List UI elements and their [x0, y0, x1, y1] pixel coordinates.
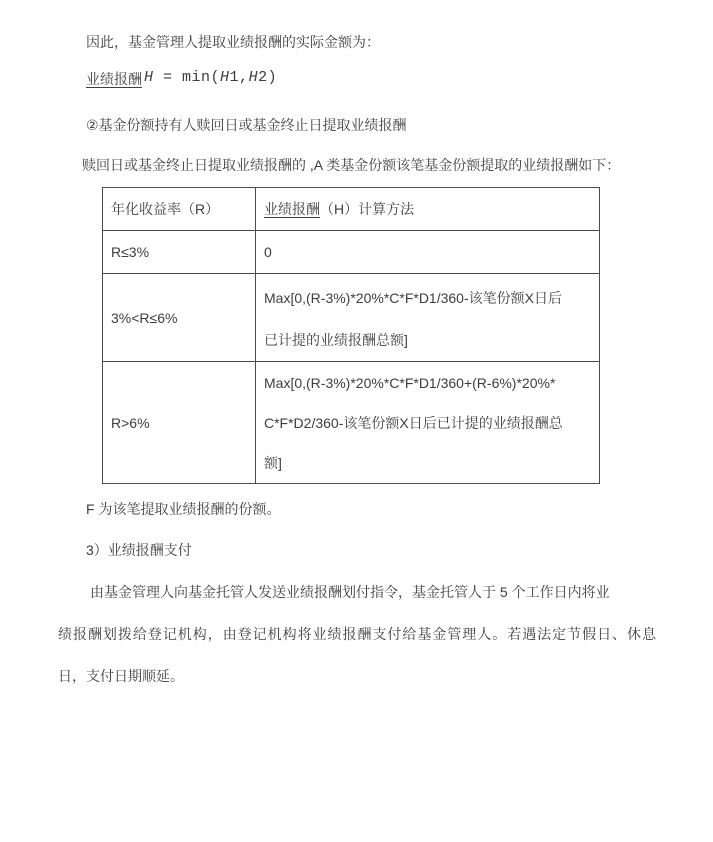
method-cell	[256, 231, 600, 274]
method-cell	[256, 274, 600, 362]
formula-var-h1: H	[220, 69, 230, 86]
header-annualized-return-label: 年化收益率（R）	[111, 201, 220, 217]
paragraph-actual-amount-intro: 因此，基金管理人提取业绩报酬的实际金额为：	[86, 34, 380, 50]
condition-text: R≤3%	[111, 244, 150, 260]
table-header-row	[103, 188, 600, 231]
table-row-r-le-3pct	[103, 231, 600, 274]
formula-label: 业绩报酬	[86, 71, 142, 87]
method-line: Max[0,(R-3%)*20%*C*F*D1/360-该笔份额X日后	[264, 290, 562, 306]
method-line: 0	[264, 244, 272, 260]
note-f-definition: F 为该笔提取业绩报酬的份额。	[86, 501, 281, 517]
performance-fee-table	[102, 187, 600, 484]
document-page	[0, 32, 713, 842]
payment-paragraph-line: 由基金管理人向基金托管人发送业绩报酬划付指令，基金托管人于 5 个工作日内将业	[90, 584, 610, 600]
condition-text: R>6%	[111, 414, 150, 431]
method-line: C*F*D2/360-该笔份额X日后已计提的业绩报酬总	[264, 414, 563, 431]
section-heading-fee-payment: 3）业绩报酬支付	[86, 542, 192, 558]
formula-text-2: 2)	[258, 69, 278, 86]
method-line: Max[0,(R-3%)*20%*C*F*D1/360+(R-6%)*20%*	[264, 374, 556, 391]
payment-paragraph	[58, 571, 656, 697]
table-row-r-gt-6pct	[103, 362, 600, 484]
header-fee-label-rest: （H）计算方法	[320, 201, 415, 217]
formula-expression	[144, 69, 277, 86]
method-line: 额]	[264, 454, 282, 471]
table-row-3pct-to-6pct	[103, 274, 600, 362]
payment-paragraph-line: 日，支付日期顺延。	[58, 668, 184, 684]
formula-var-h: H	[144, 69, 154, 86]
formula-operator-min: = min(	[153, 69, 221, 86]
section-heading-redemption-extraction: ②基金份额持有人赎回日或基金终止日提取业绩报酬	[86, 117, 407, 133]
header-cell-annualized-return	[103, 188, 256, 231]
header-cell-fee-method	[256, 188, 600, 231]
method-cell	[256, 362, 600, 484]
table-intro-paragraph: 赎回日或基金终止日提取业绩报酬的 ,A 类基金份额该笔基金份额提取的业绩报酬如下：	[82, 157, 621, 173]
payment-paragraph-line: 绩报酬划拨给登记机构，由登记机构将业绩报酬支付给基金管理人。若遇法定节假日、休息	[58, 626, 656, 642]
condition-cell	[103, 362, 256, 484]
formula-text-1: 1,	[229, 69, 249, 86]
condition-cell	[103, 274, 256, 362]
condition-text: 3%<R≤6%	[111, 309, 178, 326]
formula-line	[58, 68, 656, 90]
header-fee-label-underlined: 业绩报酬	[264, 201, 320, 217]
formula-var-h2: H	[248, 69, 259, 86]
condition-cell	[103, 231, 256, 274]
method-line: 已计提的业绩报酬总额]	[264, 332, 408, 348]
